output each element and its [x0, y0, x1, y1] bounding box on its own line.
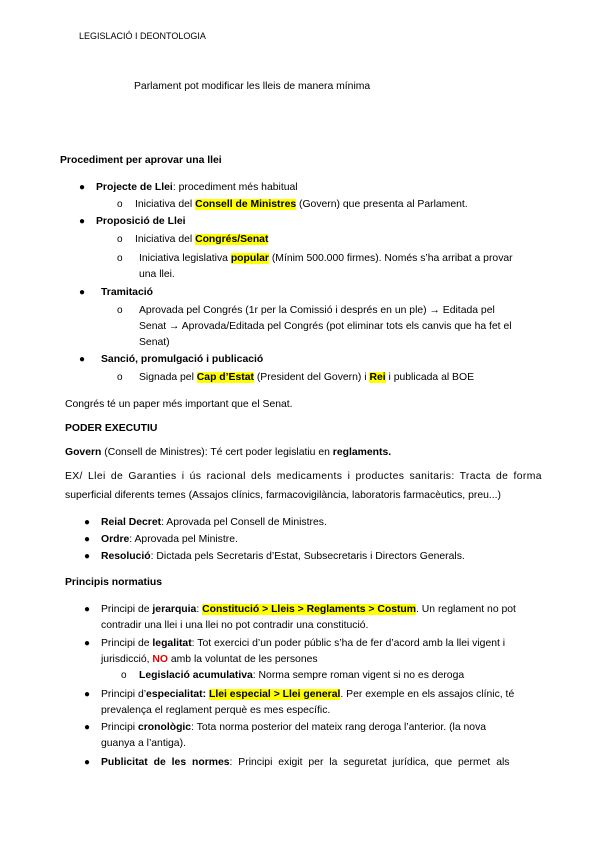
bullet-icon: ● [84, 757, 91, 768]
bullet-icon: ● [79, 216, 86, 227]
principi-legalitat-2: jurisdicció, NO amb la voluntat de les persones [101, 654, 318, 665]
circle-bullet-icon: o [117, 372, 123, 383]
circle-bullet-icon: o [117, 305, 123, 316]
circle-bullet-icon: o [117, 234, 123, 245]
proposicio-detail-1: Iniciativa del Congrés/Senat [135, 234, 269, 245]
bullet-icon: ● [84, 551, 91, 562]
principi-legalitat-1: Principi de legalitat: Tot exercici d’un poder públic s’ha de fer d’acord amb la llei vigent i [101, 638, 506, 649]
bullet-icon: ● [84, 722, 91, 733]
principi-jerarquia-1: Principi de jerarquia: Constitució > Lleis > Reglaments > Costum. Un reglament no pot [101, 604, 516, 615]
sancio: Sanció, promulgació i publicació [101, 354, 264, 365]
bullet-icon: ● [79, 287, 86, 298]
example-line-2: superficial diferents temes (Assajos clínics, farmacovigilància, laboratoris farmacèutics, preu...) [65, 490, 501, 501]
poder-executiu-title: PODER EXECUTIU [65, 423, 158, 434]
bullet-icon: ● [84, 689, 91, 700]
tramitacio-detail-1: Aprovada pel Congrés (1r per la Comissió i després en un ple) → Editada pel [139, 305, 495, 316]
circle-bullet-icon: o [117, 253, 123, 264]
projecte-detail: Iniciativa del Consell de Ministres (Govern) que presenta al Parlament. [135, 199, 468, 210]
sancio-detail: Signada pel Cap d’Estat (President del Govern) i Rei i publicada al BOE [139, 372, 474, 383]
resolucio: Resolució: Dictada pels Secretaris d’Estat, Subsecretaris i Directors Generals. [101, 551, 465, 562]
tramitacio-detail-2: Senat → Aprovada/Editada pel Congrés (pot eliminar tots els canvis que ha fet el [139, 321, 512, 332]
principis-title: Principis normatius [65, 577, 163, 588]
bullet-icon: ● [79, 354, 86, 365]
principi-cronologic-1: Principi cronològic: Tota norma posterior del mateix rang deroga l’anterior. (la nova [101, 722, 487, 733]
proposicio-detail-2: Iniciativa legislativa popular (Mínim 500.000 firmes). Només s’ha arribat a provar [139, 253, 513, 264]
circle-bullet-icon: o [121, 670, 127, 681]
procediment-title: Procediment per aprovar una llei [60, 155, 222, 166]
proposicio-detail-2-cont: una llei. [139, 269, 175, 280]
circle-bullet-icon: o [117, 199, 123, 210]
bullet-icon: ● [84, 517, 91, 528]
reial-decret: Reial Decret: Aprovada pel Consell de Ministres. [101, 517, 327, 528]
principi-especialitat-1: Principi d’especialitat: Llei especial > Llei general. Per exemple en els assajos clínic, té [101, 689, 515, 700]
bullet-icon: ● [79, 182, 86, 193]
principi-publicitat: Publicitat de les normes: Principi exigit per la seguretat jurídica, que permet als [101, 757, 510, 768]
proposicio-de-llei: Proposició de Llei [96, 216, 186, 227]
example-line-1: EX/ Llei de Garanties i ús racional dels medicaments i productes sanitaris: Tracta de forma [65, 471, 542, 482]
intro-line: Parlament pot modificar les lleis de manera mínima [134, 81, 371, 92]
ordre: Ordre: Aprovada pel Ministre. [101, 534, 238, 545]
principi-jerarquia-2: contradir una llei i una llei no pot contradir una constitució. [101, 620, 369, 631]
principi-especialitat-2: prevalença el reglament perquè es mes específic. [101, 705, 331, 716]
principi-cronologic-2: guanya a l’antiga). [101, 738, 186, 749]
bullet-icon: ● [84, 604, 91, 615]
congres-note: Congrés té un paper més important que el Senat. [65, 399, 293, 410]
bullet-icon: ● [84, 638, 91, 649]
page-header: LEGISLACIÓ I DEONTOLOGIA [79, 31, 206, 41]
govern-line: Govern (Consell de Ministres): Té cert poder legislatiu en reglaments. [65, 447, 392, 458]
bullet-icon: ● [84, 534, 91, 545]
tramitacio: Tramitació [101, 287, 153, 298]
legislacio-acumulativa: Legislació acumulativa: Norma sempre roman vigent si no es deroga [139, 670, 465, 681]
projecte-de-llei: Projecte de Llei: procediment més habitual [96, 182, 298, 193]
tramitacio-detail-3: Senat) [139, 337, 170, 348]
